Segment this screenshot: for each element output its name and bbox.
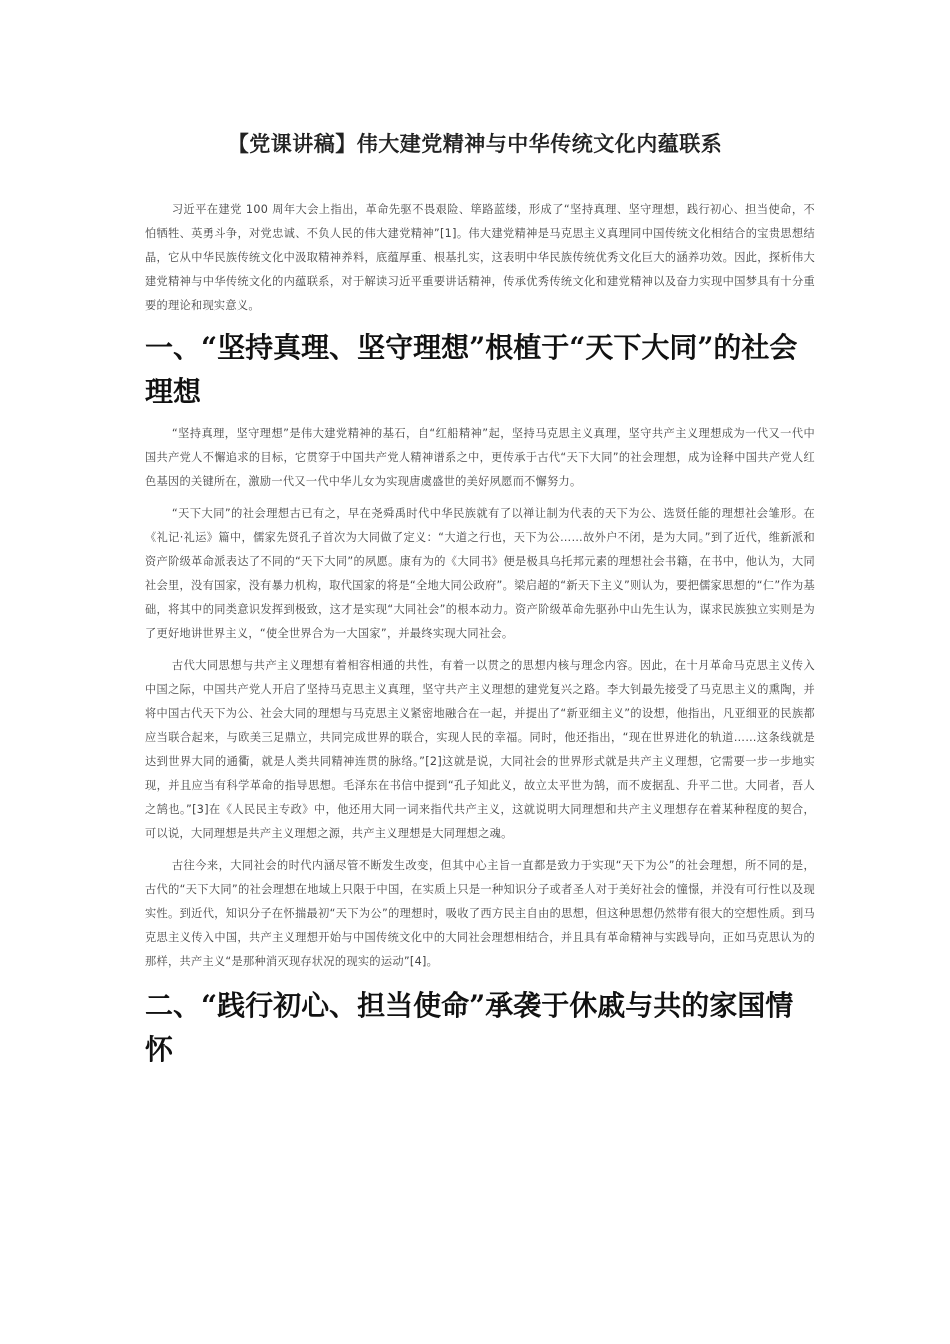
paragraph-spacer [145, 646, 815, 654]
section-1-paragraph-3: 古代大同思想与共产主义理想有着相容相通的共性，有着一以贯之的思想内核与理念内容。因此，在十月革命马克思主义传入中国之际，中国共产党人开启了坚持马克思主义真理，坚守共产主义理想的建党复兴之路。李大钊最先接受了马克思主义的熏陶，并将中国古代天下为公、社会大同的理想与马克思主义紧密地融合在一起，并提出了“新亚细主义”的设想，他指出，凡亚细亚的民族都应当联合起来，与欧美三足鼎立，共同完成世界的联合，实现人民的幸福。同时，他还指出，“现在世界进化的轨道……这条线就是达到世界大同的通衢，就是人类共同精神连贯的脉络。”[2]这就是说，大同社会的世界形式就是共产主义理想，它需要一步一步地实现，并且应当有科学革命的指导思想。毛泽东在书信中提到“孔子知此义，故立太平世为鹄，而不废据乱、升平二世。大同者，吾人之鹄也。”[3]在《人民民主专政》中，他还用大同一词来指代共产主义，这就说明大同理想和共产主义理想存在着某种程度的契合，可以说，大同理想是共产主义理想之源，共产主义理想是大同理想之魂。 [145, 659, 815, 840]
section-1-heading: 一、“坚持真理、坚守理想”根植于“天下大同”的社会理想 [145, 331, 798, 408]
intro-paragraph: 习近平在建党 100 周年大会上指出，革命先驱不畏艰险、筚路蓝缕，形成了“坚持真理、坚守理想，践行初心、担当使命，不怕牺牲、英勇斗争，对党忠诚、不负人民的伟大建党精神”[1]。伟大建党精神是马克思主义真理同中国传统文化相结合的宝贵思想结晶，它从中华民族传统文化中汲取精神养料，底蕴厚重、根基扎实，这表明中华民族传统优秀文化巨大的涵养功效。因此，探析伟大建党精神与中华传统文化的内蕴联系，对于解读习近平重要讲话精神，传承优秀传统文化和建党精神以及奋力实现中国梦具有十分重要的理论和现实意义。 [145, 203, 815, 312]
section-1-paragraph-2: “天下大同”的社会理想古已有之，早在尧舜禹时代中华民族就有了以禅让制为代表的天下为公、选贤任能的理想社会雏形。在《礼记·礼运》篇中，儒家先贤孔子首次为大同做了定义：“大道之行也，天下为公……故外户不闭，是为大同。”到了近代，维新派和资产阶级革命派表达了不同的“天下大同”的夙愿。康有为的《大同书》便是极具乌托邦元素的理想社会书籍，在书中，他认为，大同社会里，没有国家，没有暴力机构，取代国家的将是“全地大同公政府”。梁启超的“新天下主义”则认为，要把儒家思想的“仁”作为基础，将其中的同类意识发挥到极致，这才是实现“大同社会”的根本动力。资产阶级革命先驱孙中山先生认为，谋求民族独立实则是为了更好地讲世界主义，“使全世界合为一大国家”，并最终实现大同社会。 [145, 507, 815, 640]
paragraph-spacer [145, 846, 815, 854]
section-2-heading: 二、“践行初心、担当使命”承袭于休戚与共的家国情怀 [145, 989, 794, 1066]
document-title: 【党课讲稿】伟大建党精神与中华传统文化内蕴联系 [227, 132, 723, 156]
document-body [145, 198, 815, 1072]
section-1-paragraph-1: “坚持真理，坚守理想”是伟大建党精神的基石，自“红船精神”起，坚持马克思主义真理，坚守共产主义理想成为一代又一代中国共产党人不懈追求的目标，它贯穿于中国共产党人精神谱系之中，更传承于古代“天下大同”的社会理想，成为诠释中国共产党人红色基因的关键所在，激励一代又一代中华儿女为实现唐虞盛世的美好夙愿而不懈努力。 [145, 427, 815, 488]
paragraph-spacer [145, 494, 815, 502]
section-1-paragraph-4: 古往今来，大同社会的时代内涵尽管不断发生改变，但其中心主旨一直都是致力于实现“天下为公”的社会理想，所不同的是，古代的“天下大同”的社会理想在地域上只限于中国，在实质上只是一种知识分子或者圣人对于美好社会的憧憬，并没有可行性以及现实性。到近代，知识分子在怀揣最初“天下为公”的理想时，吸收了西方民主自由的思想，但这种思想仍然带有很大的空想性质。到马克思主义传入中国，共产主义理想开始与中国传统文化中的大同社会理想相结合，并且具有革命精神与实践导向，正如马克思认为的那样，共产主义“是那种消灭现存状况的现实的运动”[4]。 [145, 859, 815, 968]
